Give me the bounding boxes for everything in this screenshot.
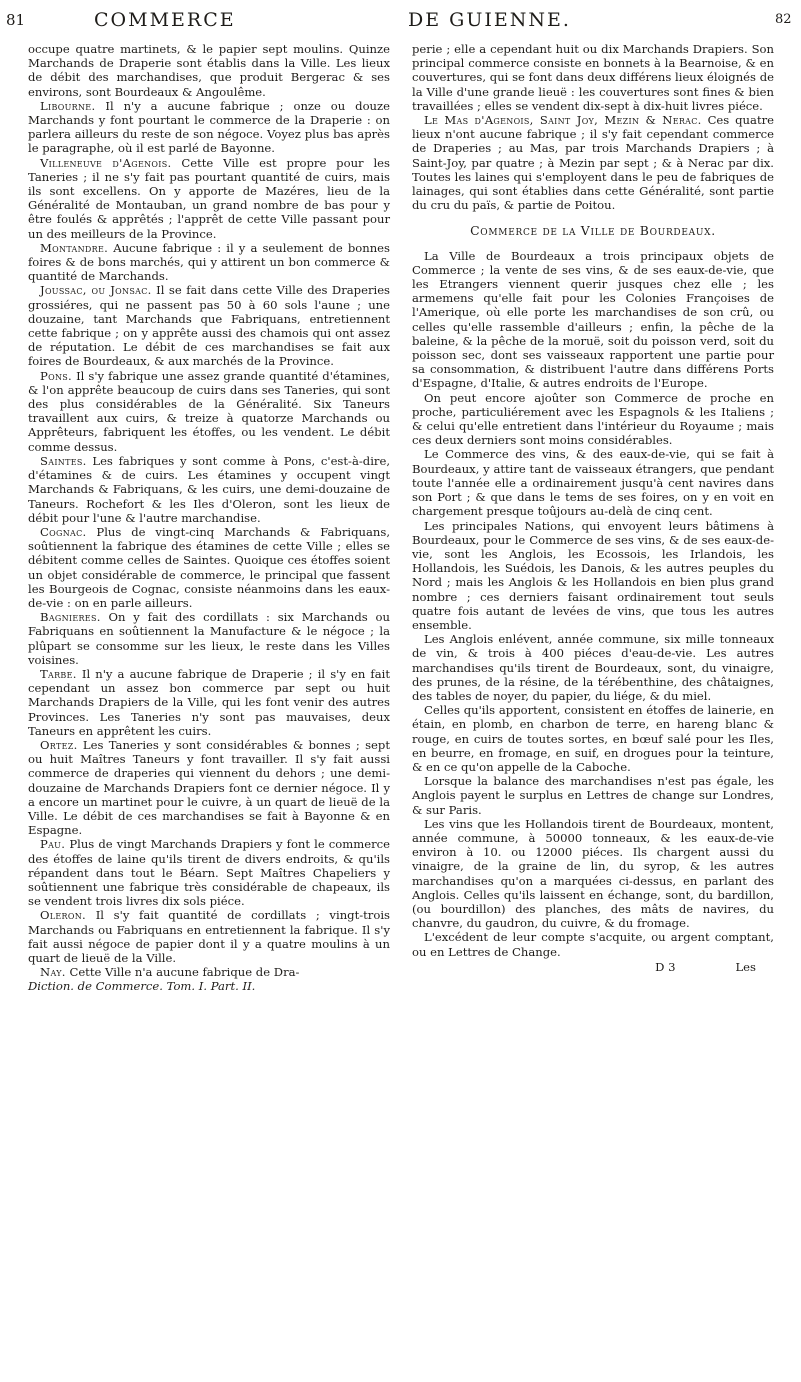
paragraph xyxy=(412,519,774,633)
continued-paragraph xyxy=(28,42,390,99)
paragraph xyxy=(28,667,390,738)
place-name: Joussac, ou Jonsac. xyxy=(40,283,152,298)
paragraph xyxy=(28,156,390,241)
running-title-left: COMMERCE xyxy=(94,9,236,31)
paragraph xyxy=(28,283,390,368)
paragraph-text: Il s'y fabrique une assez grande quantité d'étamines, & l'on apprête beaucoup de cuirs dans ses Taneries, qui sont des plus considérables de la Généralité. Six Taneurs travaillent aux cuirs, & treize à quatorze Marchands ou Apprêteurs, fabriquent les étoffes, ou les vendent. Le débit comme dessus. xyxy=(28,368,390,454)
paragraph xyxy=(28,610,390,667)
page-number-right: 82 xyxy=(775,12,792,27)
signature-line xyxy=(412,960,774,974)
paragraph-text: Il n'y a aucune fabrique de Draperie ; il s'y en fait cependant un assez bon commerce par sept ou huit Marchands Drapiers de la Ville, qui les font venir des autres Provinces. Les Taneries n'y sont pas mauvaises, deux Taneurs en apprêtent les cuirs. xyxy=(28,666,390,738)
signature-mark: D 3 xyxy=(655,959,676,974)
paragraph-text: Les principales Nations, qui envoyent leurs bâtimens à Bourdeaux, pour le Commerce de ses vins, & de ses eaux-de-vie, sont les Anglois, les Ecossois, les Irlandois, les Hollandois, les Suédois, les Danois, & les autres peuples du Nord ; mais les Anglois & les Hollandois en bien plus grand nombre ; ces derniers faisant ordinairement tout seuls quatre fois autant de levées de vins, que tous les autres ensemble. xyxy=(412,518,774,632)
place-name: Pons. xyxy=(40,368,73,383)
paragraph-text: Ces quatre lieux n'ont aucune fabrique ; il s'y fait cependant commerce de Draperies ; au Mas, par trois Marchands Drapiers ; à Saint-Joy, par quatre ; à Mezin par sept ; & à Nerac par dix. Toutes les laines qui s'employent dans le peu de fabriques de lainages, qui sont établies dans cette Généralité, sont partie du cru du païs, & partie de Poitou. xyxy=(412,113,775,213)
place-name: Bagnieres. xyxy=(40,610,101,625)
paragraph xyxy=(28,965,390,979)
paragraph-text: Cette Ville est propre pour les Taneries ; il ne s'y fait pas pourtant quantité de cuirs, mais ils sont excellens. On y apporte de Mazéres, lieu de la Généralité de Montauban, un grand nombre de bas pour y être foulés & apprêtés ; l'apprêt de cette Ville passant pour un des meilleurs de la Province. xyxy=(28,155,390,241)
paragraph xyxy=(412,817,774,931)
place-name: Le Mas d'Agenois, Saint Joy, Mezin & Nerac. xyxy=(424,113,702,128)
left-column xyxy=(28,42,390,994)
paragraph-text: occupe quatre martinets, & le papier sept moulins. Quinze Marchands de Draperie sont établis dans la Ville. Les lieux de débit des marchandises, que produit Bergerac & ses environs, sont Bourdeaux & Angoulême. xyxy=(28,42,390,99)
paragraph-text: Il n'y a aucune fabrique ; onze ou douze Marchands y font pourtant le commerce de la Draperie : on parlera ailleurs du reste de son négoce. Voyez plus bas après le paragraphe, où il est parlé de Bayonne. xyxy=(28,98,390,156)
paragraph xyxy=(28,241,390,284)
paragraph xyxy=(28,99,390,156)
paragraph-text: Plus de vingt-cinq Marchands & Fabriquans, soûtiennent la fabrique des étamines de cette Ville ; elles se débitent comme celles de Saintes. Quoique ces étoffes soient un objet considérable de commerce, le principal que fassent les Bourgeois de Cognac, consiste néanmoins dans les eaux-de-vie : on en parle ailleurs. xyxy=(28,524,391,610)
paragraph xyxy=(28,525,390,610)
place-name: Saintes. xyxy=(40,453,87,468)
place-name: Oleron. xyxy=(40,908,87,923)
paragraph xyxy=(28,837,390,908)
paragraph-text: Le Commerce des vins, & des eaux-de-vie, qui se fait à Bourdeaux, y attire tant de vaisseaux étrangers, que pendant toute l'année elle a ordinairement jusqu'à cent navires dans son Port ; & que dans le tems de ses foires, on y en voit en chargement presque toûjours au-delà de cinq cent. xyxy=(412,447,774,519)
section-heading: Commerce de la Ville de Bourdeaux. xyxy=(470,223,716,239)
page-number-left: 81 xyxy=(6,11,26,29)
place-name: Ortez. xyxy=(40,737,78,752)
paragraph-text: Les Taneries y sont considérables & bonnes ; sept ou huit Maîtres Taneurs y font travailler. Il s'y fait aussi commerce de draperies qui viennent du dehors ; une demi-douzaine de Marchands Drapiers font ce dernier négoce. Il y a encore un martinet pour le cuivre, à un quart de lieuë de la Ville. Le débit de ces marchandises se fait à Bayonne & en Espagne. xyxy=(28,737,390,838)
paragraph-text: Les vins que les Hollandois tirent de Bourdeaux, montent, année commune, à 50000 tonneaux, & les eaux-de-vie environ à 10. ou 12000 piéces. Ils chargent aussi du vinaigre, de la graine de lin, du syrop, & les autres marchandises qu'on a marquées ci-dessus, en parlant des Anglois. Celles qu'ils laissent en échange, sont, du bardillon, (ou bourdillon) des planches, des mâts de navires, du chanvre, du gaudron, du cuivre, & du fromage. xyxy=(412,816,774,931)
paragraph xyxy=(412,703,774,774)
running-header xyxy=(0,6,801,34)
paragraph-text: L'excédent de leur compte s'acquite, ou argent comptant, ou en Lettres de Change. xyxy=(412,930,774,959)
place-name: Libourne. xyxy=(40,98,96,113)
catchword: Les xyxy=(735,959,756,974)
paragraph xyxy=(412,447,774,518)
paragraph-text: Les fabriques y sont comme à Pons, c'est-à-dire, d'étamines & de cuirs. Les étamines y occupent vingt Marchands & Fabriquans, & les cuirs, une demi-douzaine de Taneurs. Rochefort & les Iles d'Oleron, sont les lieux de débit pour l'une & l'autre marchandise. xyxy=(28,453,391,525)
paragraph xyxy=(412,391,774,448)
running-title-right: DE GUIENNE. xyxy=(408,9,571,31)
place-name: Cognac. xyxy=(40,524,87,539)
paragraph xyxy=(28,908,390,965)
paragraph-text: Il s'y fait quantité de cordillats ; vingt-trois Marchands ou Fabriquans en entretiennent la fabrique. Il s'y fait aussi négoce de papier dont il y a quatre moulins à un quart de lieuë de la Ville. xyxy=(28,908,390,965)
paragraph-text: Plus de vingt Marchands Drapiers y font le commerce des étoffes de laine qu'ils tirent de divers endroits, & qu'ils répandent dans tout le Béarn. Sept Maîtres Chapeliers y soûtiennent une fabrique très considérable de chapeaux, ils se vendent trois livres dix sols piéce. xyxy=(28,837,391,909)
footer-citation: Diction. de Commerce. Tom. I. Part. II. xyxy=(28,979,256,994)
paragraph xyxy=(412,930,774,958)
place-name: Tarbe. xyxy=(40,666,77,681)
paragraph xyxy=(412,632,774,703)
place-name: Villeneuve d'Agenois. xyxy=(40,155,172,170)
paragraph-text: La Ville de Bourdeaux a trois principaux objets de Commerce ; la vente de ses vins, & de ses eaux-de-vie, que les Etrangers viennent querir jusques chez elle ; les armemens qu'elle fait pour les Colonies Françoises de l'Amerique, où elle porte les marchandises de son crû, ou celles qu'elle rassemble d'ailleurs ; enfin, la pêche de la baleine, & la pêche de la moruë, soit du poisson verd, soit du poisson sec, dont ses vaisseaux rapportent une partie pour sa consommation, & distribuent l'autre dans différens Ports d'Espagne, d'Italie, & autres endroits de l'Europe. xyxy=(412,248,774,391)
paragraph-text: On peut encore ajoûter son Commerce de proche en proche, particuliérement avec les Espagnols & les Italiens ; & celui qu'elle entretient dans l'intérieur du Royaume ; mais ces deux derniers sont moins considérables. xyxy=(412,390,774,448)
place-name: Nay. xyxy=(40,965,66,980)
paragraph-text: Aucune fabrique : il y a seulement de bonnes foires & de bons marchés, qui y attirent un bon commerce & quantité de Marchands. xyxy=(28,240,390,284)
right-column xyxy=(412,42,774,974)
paragraph-text: Il se fait dans cette Ville des Draperies grossiéres, qui ne passent pas 50 à 60 sols l'aune ; une douzaine, tant Marchands que Fabriquans, entretiennent cette fabrique ; on y apprête aussi des chamois qui ont assez de réputation. Le débit de ces marchandises se fait aux foires de Bourdeaux, & aux marchés de la Province. xyxy=(28,283,391,369)
paragraph-text: Celles qu'ils apportent, consistent en étoffes de lainerie, en étain, en plomb, en charbon de terre, en hareng blanc & rouge, en cuirs de toutes sortes, en bœuf salé pour les Iles, en beurre, en fromage, en suif, en drogues pour la teinture, & en ce qu'on appelle de la Caboche. xyxy=(412,703,774,774)
paragraph xyxy=(28,369,390,454)
paragraph-text: On y fait des cordillats : six Marchands ou Fabriquans en soûtiennent la Manufacture & le négoce ; la plûpart se consomme sur les lieux, le reste dans les Villes voisines. xyxy=(28,610,390,667)
paragraph xyxy=(28,738,390,837)
place-name: Pau. xyxy=(40,837,66,852)
paragraph-text: perie ; elle a cependant huit ou dix Marchands Drapiers. Son principal commerce consiste en bonnets à la Bearnoise, & en couvertures, qui se font dans deux différens lieux éloignés de la Ville d'une grande lieuë : les couvertures sont fines & bien travaillées ; elles se vendent dix-sept à dix-huit livres piéce. xyxy=(412,42,774,113)
continued-paragraph xyxy=(412,42,774,113)
paragraph xyxy=(28,454,390,525)
paragraph-text: Cette Ville n'a aucune fabrique de Dra- xyxy=(69,965,300,980)
paragraph-text: Les Anglois enlévent, année commune, six mille tonneaux de vin, & trois à 400 piéces d'eau-de-vie. Les autres marchandises qu'ils tirent de Bourdeaux, sont, du vinaigre, des prunes, de la résine, de la térébenthine, des châtaignes, des tables de noyer, du papier, du liége, & du miel. xyxy=(412,632,774,703)
place-name: Montandre. xyxy=(40,240,109,255)
paragraph xyxy=(412,249,774,391)
paragraph xyxy=(412,774,774,817)
paragraph xyxy=(412,113,774,212)
paragraph-text: Lorsque la balance des marchandises n'est pas égale, les Anglois payent le surplus en Lettres de change sur Londres, & sur Paris. xyxy=(412,774,774,817)
